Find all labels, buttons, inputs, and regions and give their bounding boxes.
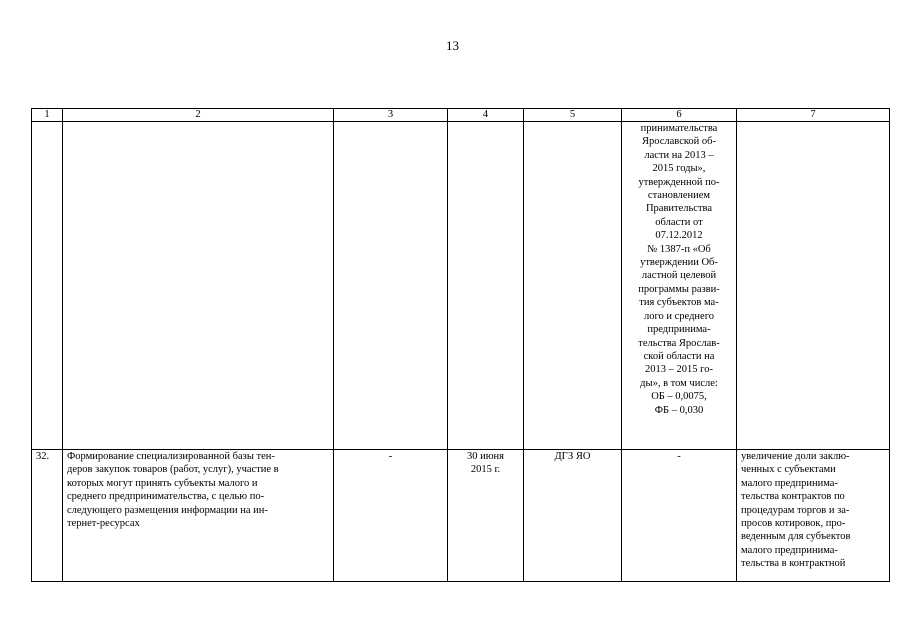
result-line: тельства контрактов по [741, 491, 845, 503]
column-header-7: 7 [737, 109, 890, 122]
funding-line: ласти на 2013 – [644, 149, 714, 161]
column-header-1: 1 [32, 109, 63, 122]
funding-source-cell [622, 122, 737, 450]
executor: ДГЗ ЯО [524, 450, 622, 582]
result-line: веденным для субъектов [741, 531, 851, 543]
continued-cell-1 [32, 122, 63, 450]
column-number-row [32, 109, 890, 122]
deadline-line: 2015 г. [470, 464, 501, 476]
column-header-5: 5 [524, 109, 622, 122]
result-line: ченных с субъектами [741, 464, 836, 476]
result-line: процедурам торгов и за- [741, 504, 850, 516]
column-header-4: 4 [448, 109, 524, 122]
funding-line: утверждении Об- [640, 257, 718, 269]
page-number: 13 [446, 38, 459, 53]
result-line: просов котировок, про- [741, 518, 846, 530]
description-line: среднего предпринимательства, с целью по- [67, 491, 265, 503]
result-line: тельства в контрактной [741, 558, 846, 570]
funding-line: лого и среднего [643, 310, 714, 322]
table-row-32 [32, 450, 890, 582]
funding-line: области от [655, 216, 703, 228]
continued-cell-7 [737, 122, 890, 450]
measures-table [31, 108, 890, 582]
description-line: следующего размещения информации на ин- [67, 504, 268, 516]
funding-line: ской области на [643, 350, 715, 362]
description-line: Формирование специализированной базы тен- [67, 451, 275, 462]
description-line: тернет-ресурсах [67, 518, 140, 530]
description-line: деров закупок товаров (работ, услуг), участие в [67, 464, 279, 476]
continued-cell-3 [334, 122, 448, 450]
funding-line: программы разви- [638, 283, 720, 295]
result-line: увеличение доли заклю- [741, 451, 850, 462]
funding-line: принимательства [640, 123, 718, 134]
funding-value: - [622, 450, 737, 582]
funding-line: ФБ – 0,030 [654, 404, 704, 416]
expected-result [737, 450, 890, 582]
result-line: малого предпринима- [741, 544, 838, 556]
continued-cell-5 [524, 122, 622, 450]
funding-line: ды», в том числе: [640, 377, 718, 389]
deadline [448, 450, 524, 582]
continued-cell-2 [63, 122, 334, 450]
funding-line: ластной целевой [641, 270, 717, 282]
funding-line: тия субъектов ма- [639, 297, 719, 309]
funding-line: утвержденной по- [638, 176, 720, 188]
measure-description [63, 450, 334, 582]
funding-line: 2015 годы», [652, 163, 706, 175]
funding-line: Правительства [645, 203, 713, 215]
funding-line: 07.12.2012 [655, 230, 703, 242]
funding-line: 2013 – 2015 го- [645, 364, 713, 376]
funding-line: становлением [647, 190, 711, 202]
column-header-2: 2 [63, 109, 334, 122]
col3-value: - [334, 450, 448, 582]
funding-line: ОБ – 0,0075, [651, 391, 707, 403]
column-header-6: 6 [622, 109, 737, 122]
funding-line: № 1387-п «Об [647, 243, 711, 255]
continued-cell-4 [448, 122, 524, 450]
funding-line: тельства Ярослав- [638, 337, 720, 349]
result-line: малого предпринима- [741, 477, 838, 489]
description-line: которых могут принять субъекты малого и [67, 477, 258, 489]
continued-row [32, 122, 890, 450]
row-number: 32. [32, 450, 63, 582]
deadline-line: 30 июня [466, 451, 505, 462]
funding-line: предпринима- [647, 324, 711, 336]
funding-line: Ярославской об- [641, 136, 717, 148]
column-header-3: 3 [334, 109, 448, 122]
